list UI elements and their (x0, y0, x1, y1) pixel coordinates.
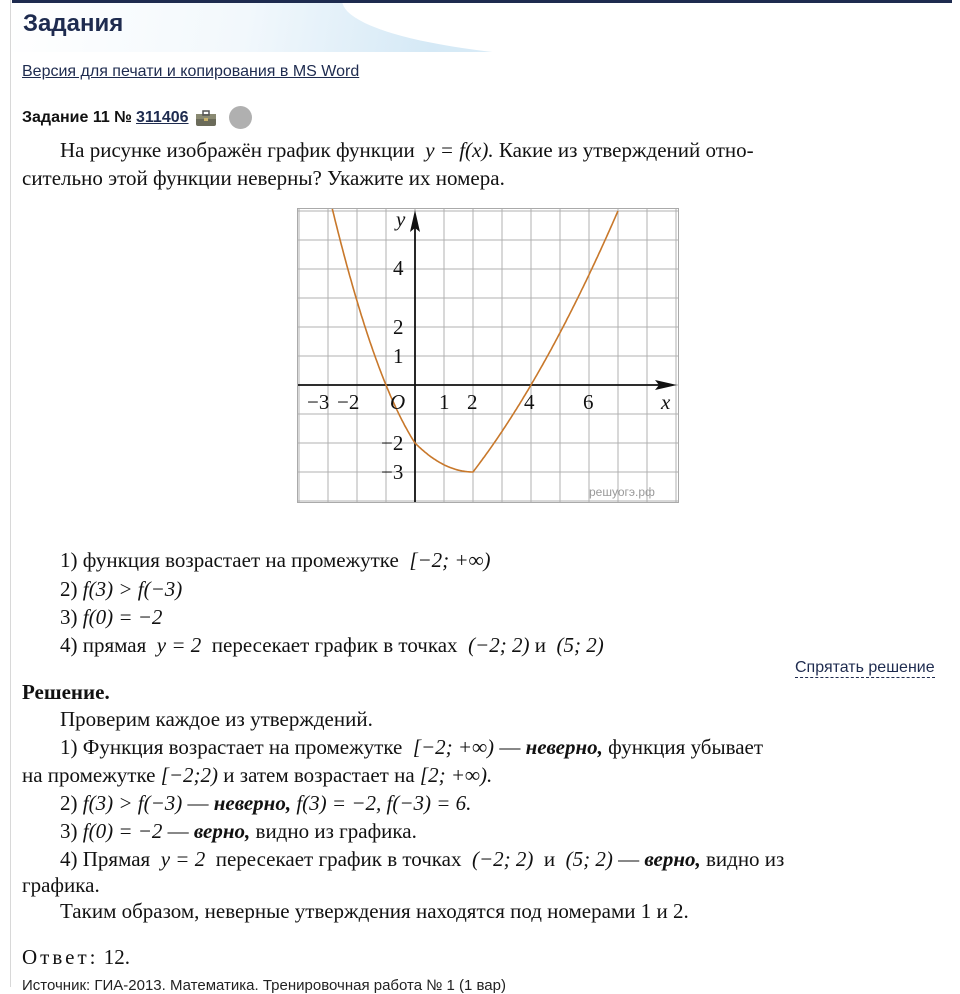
page-title: Задания (23, 10, 124, 37)
task-label: Задание 11 № (22, 108, 133, 126)
x-tick-label: −3 (307, 390, 330, 414)
option-math: y = 2 (156, 633, 202, 657)
print-version-link[interactable]: Версия для печати и копирования в MS Word (22, 63, 360, 80)
y-tick-label: 1 (393, 344, 404, 368)
x-tick-label: 1 (439, 390, 450, 414)
task-number-link[interactable]: 311406 (136, 108, 189, 126)
solution-verdict: верно, (644, 847, 701, 871)
answer (22, 945, 130, 970)
status-circle-icon[interactable] (229, 106, 252, 129)
option-text: и (534, 633, 546, 657)
y-tick-label: −3 (381, 460, 404, 484)
x-tick-label: 6 (583, 390, 594, 414)
solution-verdict: неверно, (213, 791, 292, 815)
option-2 (60, 575, 182, 603)
solution-math: [−2;2) (160, 763, 219, 787)
problem-text: На рисунке изображён график функции (60, 138, 415, 162)
y-axis-label: y (396, 208, 406, 231)
solution-item-1-cont (22, 761, 952, 789)
solution-conclusion: Таким образом, неверные утверждения находятся под номерами 1 и 2. (60, 899, 689, 923)
solution-text: — (494, 735, 526, 759)
solution-math: f(0) = −2 (82, 819, 163, 843)
option-1 (60, 546, 491, 574)
header-banner (12, 0, 952, 52)
solution-math: [2; +∞). (419, 763, 493, 787)
left-border (10, 0, 11, 987)
option-text: 4) прямая (60, 633, 147, 657)
option-math: f(3) > f(−3) (82, 577, 183, 601)
x-tick-label: −2 (337, 390, 360, 414)
solution-item-1 (22, 733, 952, 761)
solution-math: (−2; 2) (471, 847, 534, 871)
solution-text: 1) Функция возрастает на промежутке (60, 735, 403, 759)
solution-text: и затем возрастает на (223, 763, 415, 787)
answer-value: 12. (103, 945, 130, 969)
option-math: (5; 2) (556, 633, 604, 657)
problem-statement-cont: сительно этой функции неверны? Укажите их номера. (22, 166, 505, 190)
option-text: 3) (60, 605, 78, 629)
solution-math: f(3) = −2, f(−3) = 6. (296, 791, 472, 815)
problem-statement (22, 136, 952, 164)
watermark: решуогэ.рф (589, 485, 655, 499)
solution-text: 4) Прямая (60, 847, 151, 871)
solution-text: пересекает график в точках (215, 847, 462, 871)
source-line: Источник: ГИА-2013. Математика. Тренировочная работа № 1 (1 вар) (22, 977, 506, 994)
solution-text: 3) (60, 819, 78, 843)
option-math: f(0) = −2 (82, 605, 163, 629)
problem-text: Какие из утверждений отно- (498, 138, 754, 162)
solution-verdict: неверно, (525, 735, 603, 759)
solution-item-3: 3) f(0) = −2 — верно, видно из графика. (60, 819, 417, 843)
header-top-line (12, 0, 952, 3)
solution-text: и (543, 847, 556, 871)
solution-text: 2) (60, 791, 78, 815)
y-tick-label: 4 (393, 256, 404, 280)
problem-math: y = f(x). (425, 138, 494, 162)
solution-text: функция убывает (602, 735, 764, 759)
solution-item-4: 4) Прямая y = 2 пересекает график в точках (−2; 2) и (5; 2) — верно, видно из (60, 847, 785, 871)
option-math: (−2; 2) (468, 633, 530, 657)
solution-item-2: 2) f(3) > f(−3) — неверно, f(3) = −2, f(−3) = 6. (60, 791, 472, 815)
solution-verdict: верно, (193, 819, 251, 843)
briefcase-icon[interactable] (195, 109, 217, 127)
solution-math: [−2; +∞) (412, 735, 495, 759)
option-math: [−2; +∞) (409, 548, 491, 572)
option-4 (60, 631, 604, 659)
x-tick-label: 4 (524, 390, 535, 414)
solution-intro: Проверим каждое из утверждений. (60, 707, 373, 731)
x-axis-label: x (661, 390, 671, 414)
solution-math: (5; 2) (565, 847, 613, 871)
solution-math: y = 2 (160, 847, 206, 871)
origin-label: O (390, 390, 406, 414)
option-text: 2) (60, 577, 78, 601)
hide-solution-link[interactable]: Спрятать решение (795, 659, 935, 676)
solution-text: на промежутке (22, 763, 156, 787)
y-tick-label: 2 (393, 315, 404, 339)
answer-label: Ответ: (22, 945, 99, 969)
option-text: 1) функция возрастает на промежутке (60, 548, 399, 572)
solution-item-4-cont: графика. (22, 873, 100, 897)
task-header (22, 106, 252, 129)
option-text: пересекает график в точках (211, 633, 458, 657)
solution-title: Решение. (22, 680, 110, 704)
x-tick-label: 2 (467, 390, 478, 414)
solution-text: видно из графика. (255, 819, 417, 843)
solution-math: f(3) > f(−3) (82, 791, 183, 815)
function-graph (297, 208, 679, 503)
solution-text: видно из (705, 847, 785, 871)
option-3 (60, 603, 162, 631)
y-tick-label: −2 (381, 431, 404, 455)
